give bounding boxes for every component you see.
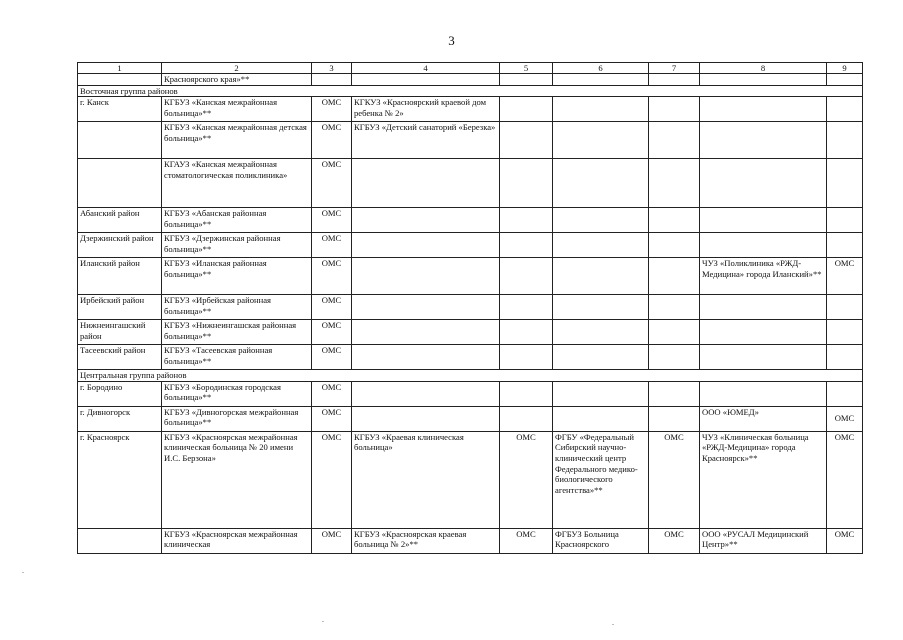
group-row (78, 85, 863, 97)
table-cell: КГКУЗ «Красноярский краевой дом ребенка № 2» (352, 97, 500, 122)
table-cell: ОМС (649, 528, 700, 553)
table-cell: ОМС (500, 431, 553, 528)
table-cell: КГБУЗ «Краевая клиническая больница» (352, 431, 500, 528)
table-cell: КГБУЗ «Ирбейская районная больница»** (162, 295, 312, 320)
table-cell: КГБУЗ «Красноярская краевая больница № 2»** (352, 528, 500, 553)
table-cell: ОМС (312, 320, 352, 345)
table-cell: г. Красноярск (78, 431, 162, 528)
document-table (77, 62, 863, 554)
table-cell: Иланский район (78, 258, 162, 295)
header-cell: 5 (500, 63, 553, 74)
table-cell: КГБУЗ «Тасеевская районная больница»** (162, 345, 312, 370)
table-row (78, 258, 863, 295)
table-cell: ФГБУ «Федеральный Сибирский научно-клинический центр Федерального медико-биологического агентства»** (553, 431, 649, 528)
table-cell: КГБУЗ «Дивногорская межрайонная больница»** (162, 406, 312, 431)
table-cell: КГБУЗ «Иланская районная больница»** (162, 258, 312, 295)
header-cell: 3 (312, 63, 352, 74)
table-row (78, 208, 863, 233)
scan-speck (322, 621, 324, 622)
table-cell: КГБУЗ «Канская межрайонная детская больница»** (162, 122, 312, 159)
header-cell: 9 (827, 63, 863, 74)
header-cell: 7 (649, 63, 700, 74)
table-row (78, 381, 863, 406)
table-cell: КГАУЗ «Канская межрайонная стоматологическая поликлиника» (162, 159, 312, 208)
table-cell: Ирбейский район (78, 295, 162, 320)
table-cell: г. Бородино (78, 381, 162, 406)
table-row (78, 159, 863, 208)
table-cell: Дзержинский район (78, 233, 162, 258)
table-cell: ОМС (312, 159, 352, 208)
table-cell: ОМС (312, 431, 352, 528)
table-cell: ОМС (500, 528, 553, 553)
table-row (78, 97, 863, 122)
table-cell: г. Канск (78, 97, 162, 122)
table-cell: ОМС (649, 431, 700, 528)
table-row (78, 233, 863, 258)
table-cell: ОМС (827, 258, 863, 295)
table-cell: ОМС (827, 406, 863, 431)
table-row (78, 431, 863, 528)
header-cell: 1 (78, 63, 162, 74)
table-cell: ОМС (312, 528, 352, 553)
table-cell: ОМС (312, 258, 352, 295)
table-row (78, 122, 863, 159)
header-cell: 4 (352, 63, 500, 74)
table-cell: ОМС (312, 295, 352, 320)
header-cell: 6 (553, 63, 649, 74)
table-cell: Абанский район (78, 208, 162, 233)
table-row (78, 295, 863, 320)
header-cell: 8 (700, 63, 827, 74)
table-cell: ОМС (312, 208, 352, 233)
table-cell: КГБУЗ «Дзержинская районная больница»** (162, 233, 312, 258)
table-row (78, 320, 863, 345)
table-cell: КГБУЗ «Детский санаторий «Березка» (352, 122, 500, 159)
table-header-row (78, 63, 863, 74)
table-cell: ОМС (827, 431, 863, 528)
table-cell: КГБУЗ «Красноярская межрайонная клиническая (162, 528, 312, 553)
scan-speck (612, 624, 614, 625)
scan-speck (22, 572, 24, 573)
table-cell: ОМС (312, 233, 352, 258)
table-cell: ОМС (312, 97, 352, 122)
table-cell: ОМС (827, 528, 863, 553)
table-cell: г. Дивногорск (78, 406, 162, 431)
table-cell: ОМС (312, 122, 352, 159)
table-row (78, 345, 863, 370)
table-cell: ООО «ЮМЕД» (700, 406, 827, 431)
table-cell: КГБУЗ «Нижнеингашская районная больница»** (162, 320, 312, 345)
group-heading: Центральная группа районов (78, 370, 863, 382)
table-cell: КГБУЗ «Канская межрайонная больница»** (162, 97, 312, 122)
table-row (78, 528, 863, 553)
table-cell: ОМС (312, 345, 352, 370)
table-cell: Тасеевский район (78, 345, 162, 370)
group-heading: Восточная группа районов (78, 85, 863, 97)
header-cell: 2 (162, 63, 312, 74)
page-number: 3 (448, 33, 455, 48)
group-row (78, 370, 863, 382)
table-cell: Красноярского края»** (162, 74, 312, 86)
table-row (78, 406, 863, 431)
table-cell: КГБУЗ «Красноярская межрайонная клиническая больница № 20 имени И.С. Берзона» (162, 431, 312, 528)
table-cell: ФГБУЗ Больница Красноярского (553, 528, 649, 553)
table-cell: Нижнеингашский район (78, 320, 162, 345)
table-cell: КГБУЗ «Абанская районная больница»** (162, 208, 312, 233)
table-cell: ОМС (312, 381, 352, 406)
table-cell: ЧУЗ «Поликлиника «РЖД-Медицина» города Иланский»** (700, 258, 827, 295)
table-cell: КГБУЗ «Бородинская городская больница»** (162, 381, 312, 406)
table-row (78, 74, 863, 86)
table-cell: ООО «РУСАЛ Медицинский Центр»** (700, 528, 827, 553)
table-cell: ЧУЗ «Клиническая больница «РЖД-Медицина» города Красноярск»** (700, 431, 827, 528)
table-cell: ОМС (312, 406, 352, 431)
